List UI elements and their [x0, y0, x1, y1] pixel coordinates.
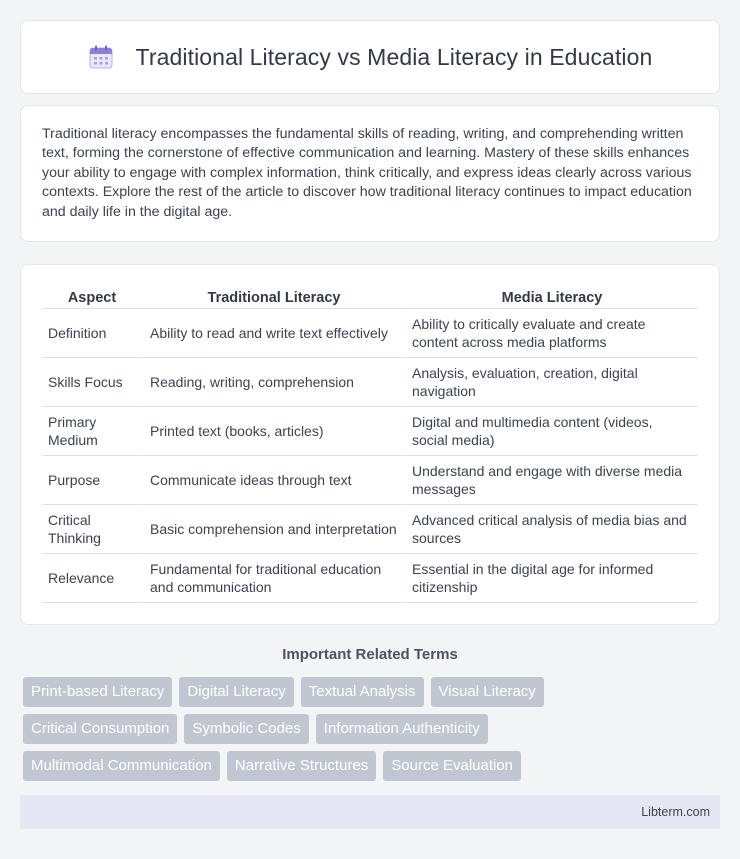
- table-cell: Critical Thinking: [42, 505, 142, 554]
- table-row: [42, 456, 698, 505]
- related-term-tag[interactable]: Symbolic Codes: [184, 714, 308, 744]
- calendar-icon: [88, 44, 114, 70]
- table-cell: Advanced critical analysis of media bias and sources: [404, 505, 698, 554]
- related-term-tag[interactable]: Critical Consumption: [23, 714, 177, 744]
- table-cell: Ability to critically evaluate and create content across media platforms: [404, 309, 698, 358]
- table-cell: Digital and multimedia content (videos, social media): [404, 407, 698, 456]
- table-row: [42, 554, 698, 603]
- table-row: [42, 309, 698, 358]
- table-cell: Fundamental for traditional education and communication: [142, 554, 404, 603]
- footer-brand-link[interactable]: Libterm.com: [641, 805, 710, 819]
- table-row: [42, 407, 698, 456]
- table-cell: Primary Medium: [42, 407, 142, 456]
- table-row: [42, 505, 698, 554]
- table-header-row: [42, 286, 698, 309]
- header-card: [20, 20, 720, 94]
- comparison-table-card: [20, 264, 720, 625]
- table-row: [42, 358, 698, 407]
- related-term-tag[interactable]: Narrative Structures: [227, 751, 376, 781]
- table-cell: Analysis, evaluation, creation, digital navigation: [404, 358, 698, 407]
- column-header-aspect: Aspect: [42, 286, 142, 309]
- tag-row: [23, 751, 723, 781]
- intro-card: [20, 105, 720, 242]
- comparison-table: [42, 286, 698, 603]
- table-cell: Understand and engage with diverse media messages: [404, 456, 698, 505]
- tag-row: [23, 714, 723, 744]
- tag-row: [23, 677, 723, 707]
- column-header-media: Media Literacy: [404, 286, 698, 309]
- table-cell: Definition: [42, 309, 142, 358]
- table-cell: Communicate ideas through text: [142, 456, 404, 505]
- related-term-tag[interactable]: Information Authenticity: [316, 714, 488, 744]
- table-cell: Essential in the digital age for informed citizenship: [404, 554, 698, 603]
- page-title: Traditional Literacy vs Media Literacy in Education: [135, 43, 653, 70]
- table-cell: Skills Focus: [42, 358, 142, 407]
- related-term-tag[interactable]: Print-based Literacy: [23, 677, 172, 707]
- intro-paragraph: Traditional literacy encompasses the fundamental skills of reading, writing, and comprehending written text, forming the cornerstone of effective communication and learning. Mastery of these skills enhances your ability to engage with complex information, think critically, and express ideas clearly across various contexts. Explore the rest of the article to discover how traditional literacy continues to impact education and daily life in the digital age.: [42, 126, 692, 220]
- table-cell: Relevance: [42, 554, 142, 603]
- table-cell: Reading, writing, comprehension: [142, 358, 404, 407]
- related-term-tag[interactable]: Digital Literacy: [179, 677, 293, 707]
- column-header-traditional: Traditional Literacy: [142, 286, 404, 309]
- table-cell: Basic comprehension and interpretation: [142, 505, 404, 554]
- related-terms-title: Important Related Terms: [282, 646, 458, 663]
- related-term-tag[interactable]: Visual Literacy: [431, 677, 544, 707]
- footer: [20, 795, 720, 829]
- related-term-tag[interactable]: Source Evaluation: [383, 751, 521, 781]
- table-cell: Printed text (books, articles): [142, 407, 404, 456]
- related-term-tag[interactable]: Multimodal Communication: [23, 751, 220, 781]
- related-terms-list: [23, 677, 723, 788]
- table-cell: Purpose: [42, 456, 142, 505]
- related-term-tag[interactable]: Textual Analysis: [301, 677, 424, 707]
- table-cell: Ability to read and write text effectively: [142, 309, 404, 358]
